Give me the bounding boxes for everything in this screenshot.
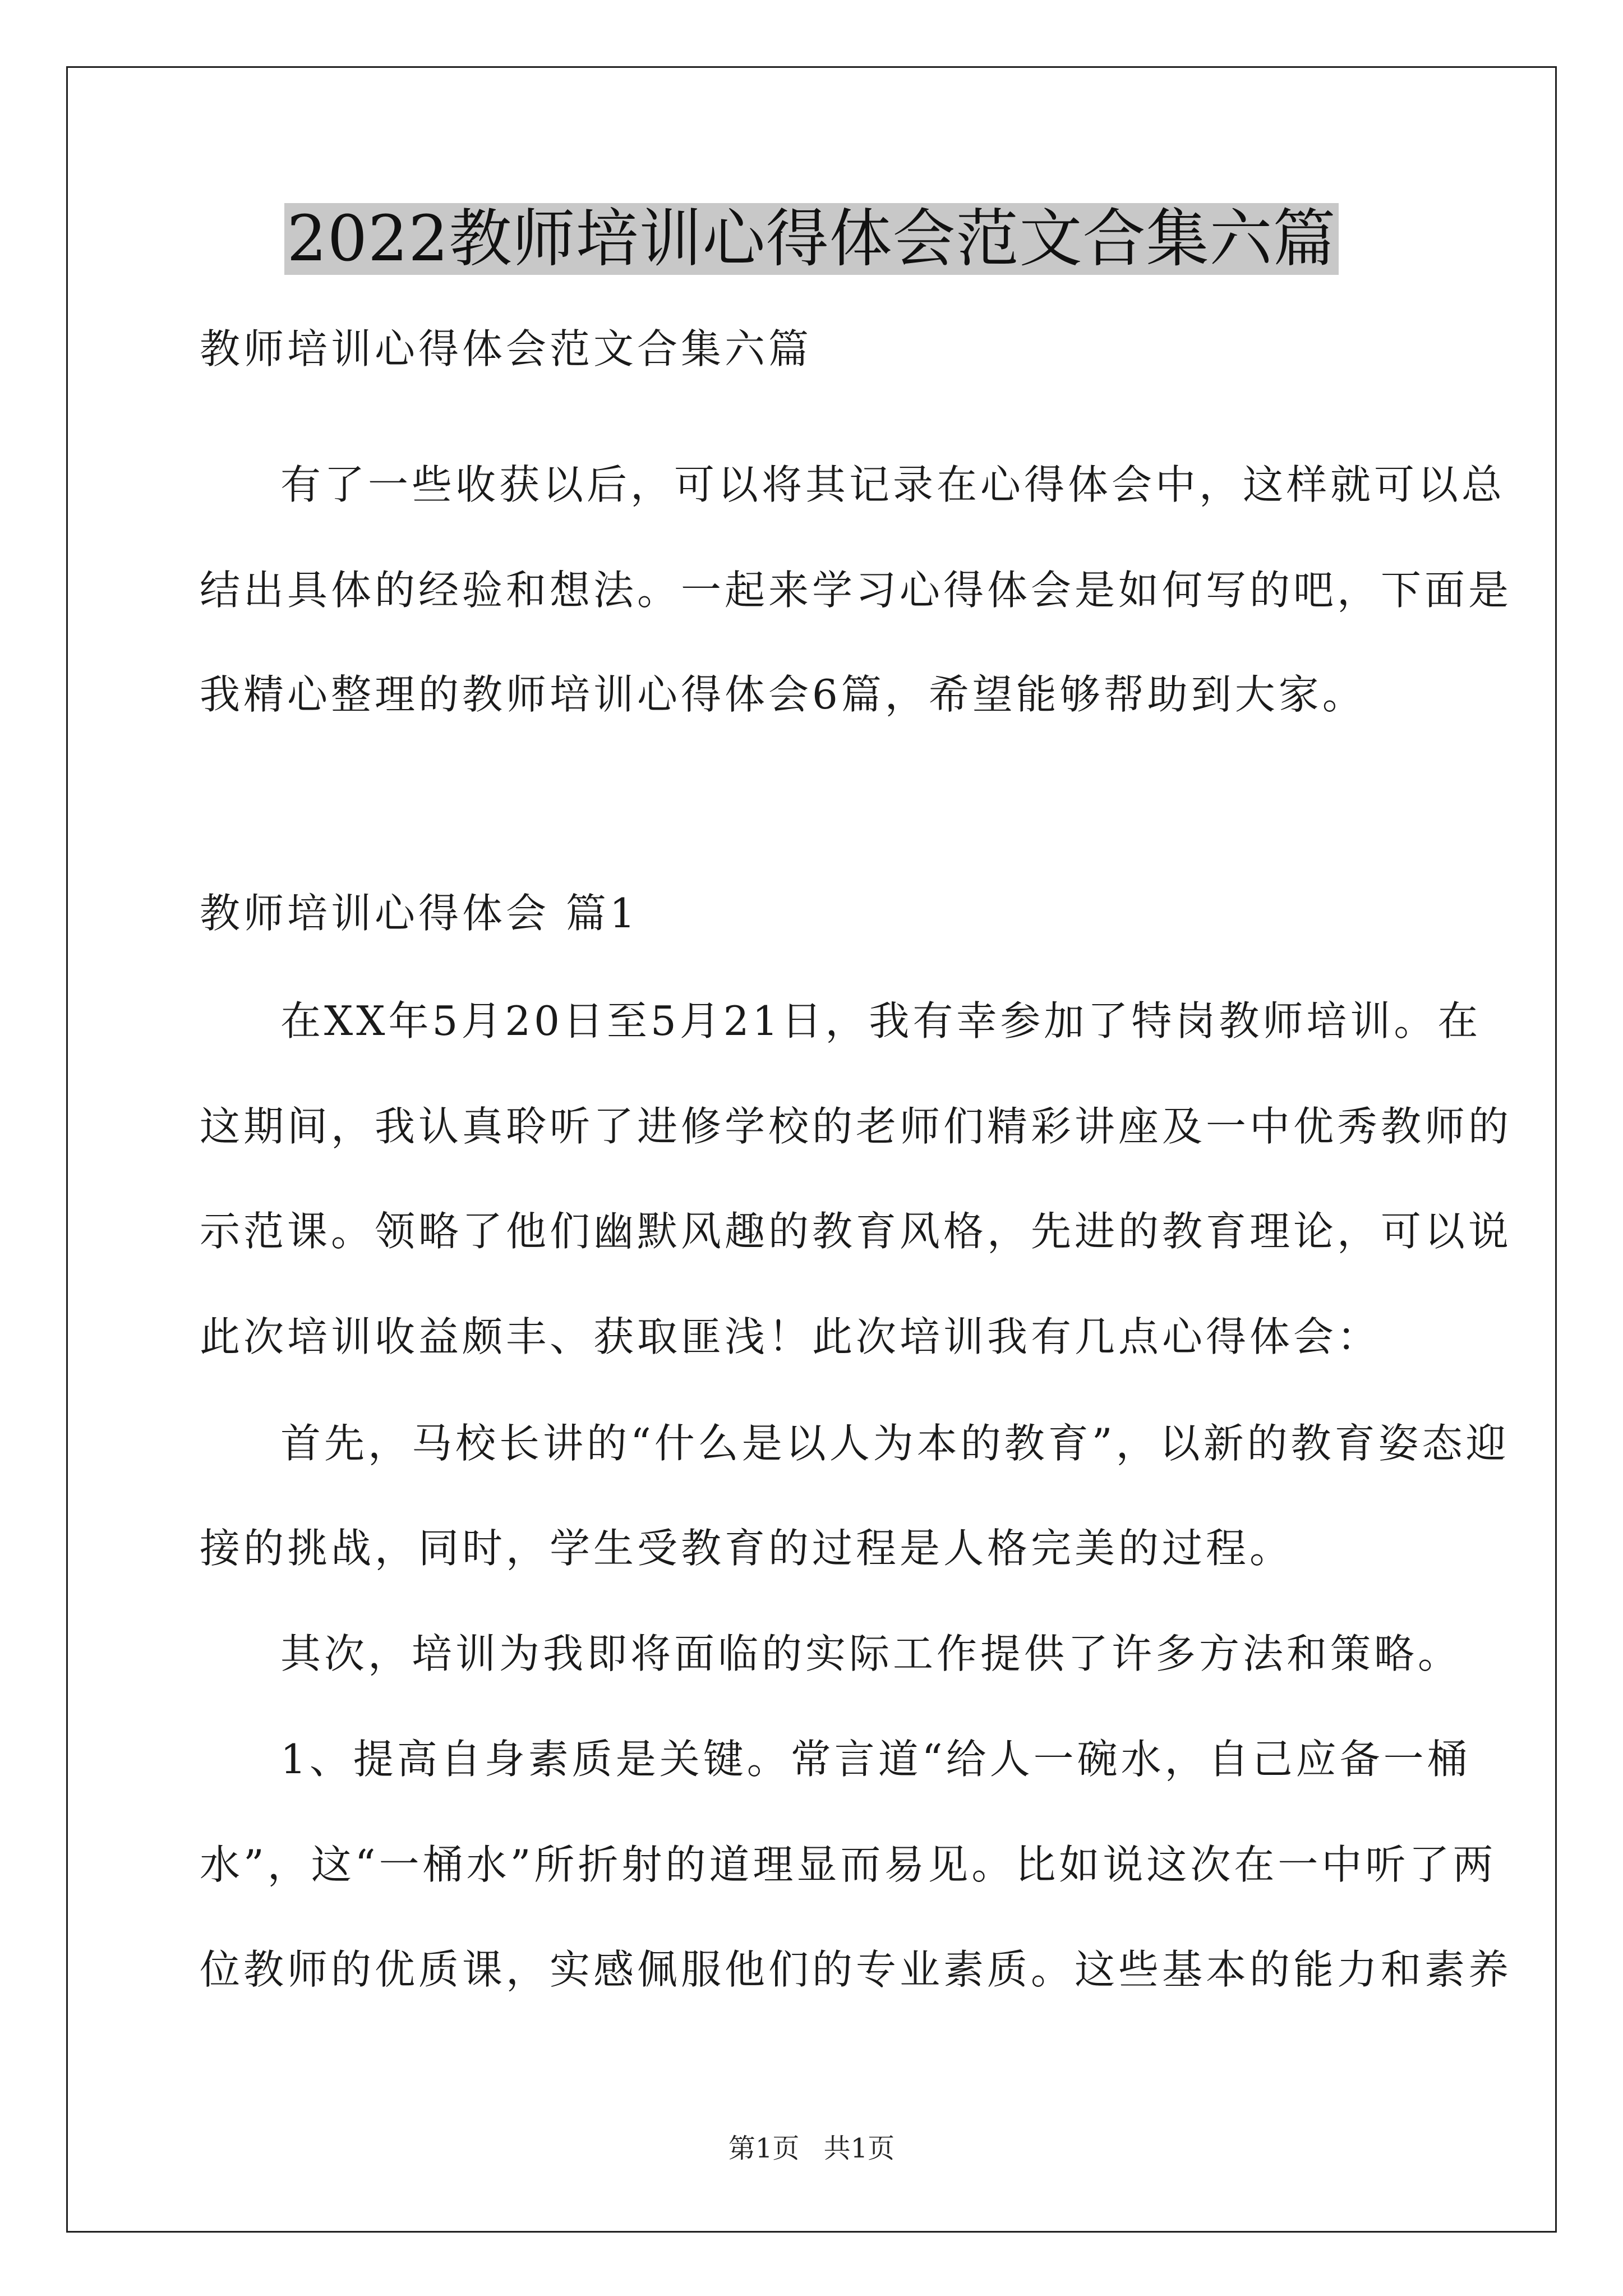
section-heading: 教师培训心得体会 篇1	[200, 890, 639, 937]
page-total: 共1页	[823, 2133, 895, 2164]
paragraph-line: 示范课。领略了他们幽默风趣的教育风格，先进的教育理论，可以说	[200, 1208, 1513, 1255]
paragraph-line: 在XX年5月20日至5月21日，我有幸参加了特岗教师培训。在	[280, 997, 1482, 1045]
intro-line: 有了一些收获以后，可以将其记录在心得体会中，这样就可以总	[280, 461, 1506, 508]
title-container	[0, 203, 1623, 275]
paragraph-line: 这期间，我认真聆听了进修学校的老师们精彩讲座及一中优秀教师的	[200, 1103, 1513, 1150]
intro-line: 结出具体的经验和想法。一起来学习心得体会是如何写的吧，下面是	[200, 567, 1513, 614]
document-subtitle: 教师培训心得体会范文合集六篇	[200, 325, 813, 372]
paragraph-line: 水”，这“一桶水”所折射的道理显而易见。比如说这次在一中听了两	[200, 1841, 1497, 1888]
page-number: 第1页	[728, 2133, 800, 2164]
paragraph-line: 此次培训收益颇丰、获取匪浅！此次培训我有几点心得体会：	[200, 1313, 1381, 1360]
intro-line: 我精心整理的教师培训心得体会6篇，希望能够帮助到大家。	[200, 671, 1366, 718]
paragraph-line: 接的挑战，同时，学生受教育的过程是人格完美的过程。	[200, 1525, 1294, 1572]
paragraph-line: 首先，马校长讲的“什么是以人为本的教育”，以新的教育姿态迎	[280, 1420, 1510, 1467]
page-footer	[0, 2132, 1623, 2165]
paragraph-line: 位教师的优质课，实感佩服他们的专业素质。这些基本的能力和素养	[200, 1946, 1513, 1993]
paragraph-line: 1、提高自身素质是关键。常言道“给人一碗水，自己应备一桶	[280, 1736, 1471, 1783]
document-title: 2022教师培训心得体会范文合集六篇	[284, 203, 1338, 275]
paragraph-line: 其次，培训为我即将面临的实际工作提供了许多方法和策略。	[280, 1630, 1462, 1677]
